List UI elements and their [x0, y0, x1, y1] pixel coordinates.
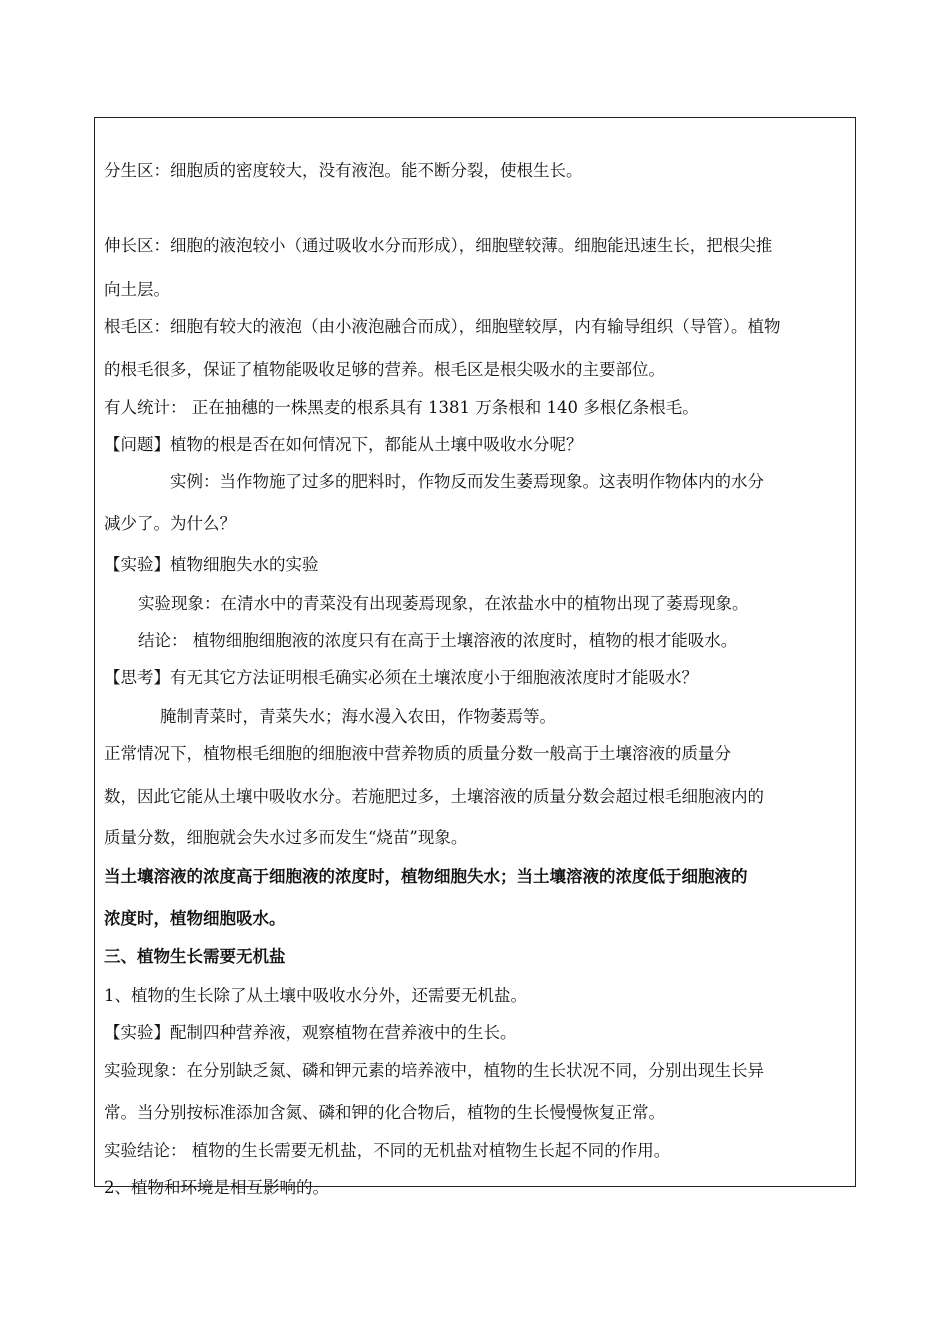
text-line: 【问题】植物的根是否在如何情况下，都能从土壤中吸收水分呢？ — [104, 435, 583, 454]
section-heading: 三、植物生长需要无机盐 — [104, 947, 286, 966]
text-line: 常。当分别按标准添加含氮、磷和钾的化合物后，植物的生长慢慢恢复正常。 — [104, 1103, 665, 1122]
text-line: 【思考】有无其它方法证明根毛确实必须在土壤浓度小于细胞液浓度时才能吸水？ — [104, 668, 698, 687]
text-line: 正常情况下，植物根毛细胞的细胞液中营养物质的质量分数一般高于土壤溶液的质量分 — [104, 744, 731, 763]
text-line: 实验结论： 植物的生长需要无机盐，不同的无机盐对植物生长起不同的作用。 — [104, 1141, 671, 1160]
text-line: 2、植物和环境是相互影响的。 — [104, 1178, 329, 1197]
text-line: 根毛区：细胞有较大的液泡（由小液泡融合而成），细胞壁较厚，内有输导组织（导管）。植物 — [104, 317, 781, 336]
text-line: 【实验】配制四种营养液，观察植物在营养液中的生长。 — [104, 1023, 517, 1042]
text-line: 实例：当作物施了过多的肥料时，作物反而发生萎焉现象。这表明作物体内的水分 — [170, 472, 764, 491]
text-line: 实验现象：在清水中的青菜没有出现萎焉现象，在浓盐水中的植物出现了萎焉现象。 — [138, 594, 749, 613]
text-line: 结论： 植物细胞细胞液的浓度只有在高于土壤溶液的浓度时，植物的根才能吸水。 — [138, 631, 738, 650]
text-line: 质量分数，细胞就会失水过多而发生“烧苗”现象。 — [104, 828, 468, 847]
text-line: 的根毛很多，保证了植物能吸收足够的营养。根毛区是根尖吸水的主要部位。 — [104, 360, 665, 379]
text-line: 腌制青菜时，青菜失水；海水漫入农田，作物萎焉等。 — [160, 707, 556, 726]
text-line: 减少了。为什么？ — [104, 514, 236, 533]
text-line: 【实验】植物细胞失水的实验 — [104, 555, 319, 574]
text-line: 向土层。 — [104, 280, 170, 299]
text-line: 1、植物的生长除了从土壤中吸收水分外，还需要无机盐。 — [104, 986, 527, 1005]
text-line: 有人统计： 正在抽穗的一株黑麦的根系具有 1381 万条根和 140 多根亿条根毛。 — [104, 398, 699, 417]
text-line: 伸长区：细胞的液泡较小（通过吸收水分而形成），细胞壁较薄。细胞能迅速生长，把根尖推 — [104, 236, 773, 255]
text-line: 数，因此它能从土壤中吸收水分。若施肥过多，土壤溶液的质量分数会超过根毛细胞液内的 — [104, 787, 764, 806]
bold-conclusion-line: 当土壤溶液的浓度高于细胞液的浓度时，植物细胞失水；当土壤溶液的浓度低于细胞液的 — [104, 867, 748, 886]
text-line: 实验现象：在分别缺乏氮、磷和钾元素的培养液中，植物的生长状况不同，分别出现生长异 — [104, 1061, 764, 1080]
bold-conclusion-line: 浓度时，植物细胞吸水。 — [104, 909, 286, 928]
text-line: 分生区：细胞质的密度较大，没有液泡。能不断分裂，使根生长。 — [104, 161, 583, 180]
